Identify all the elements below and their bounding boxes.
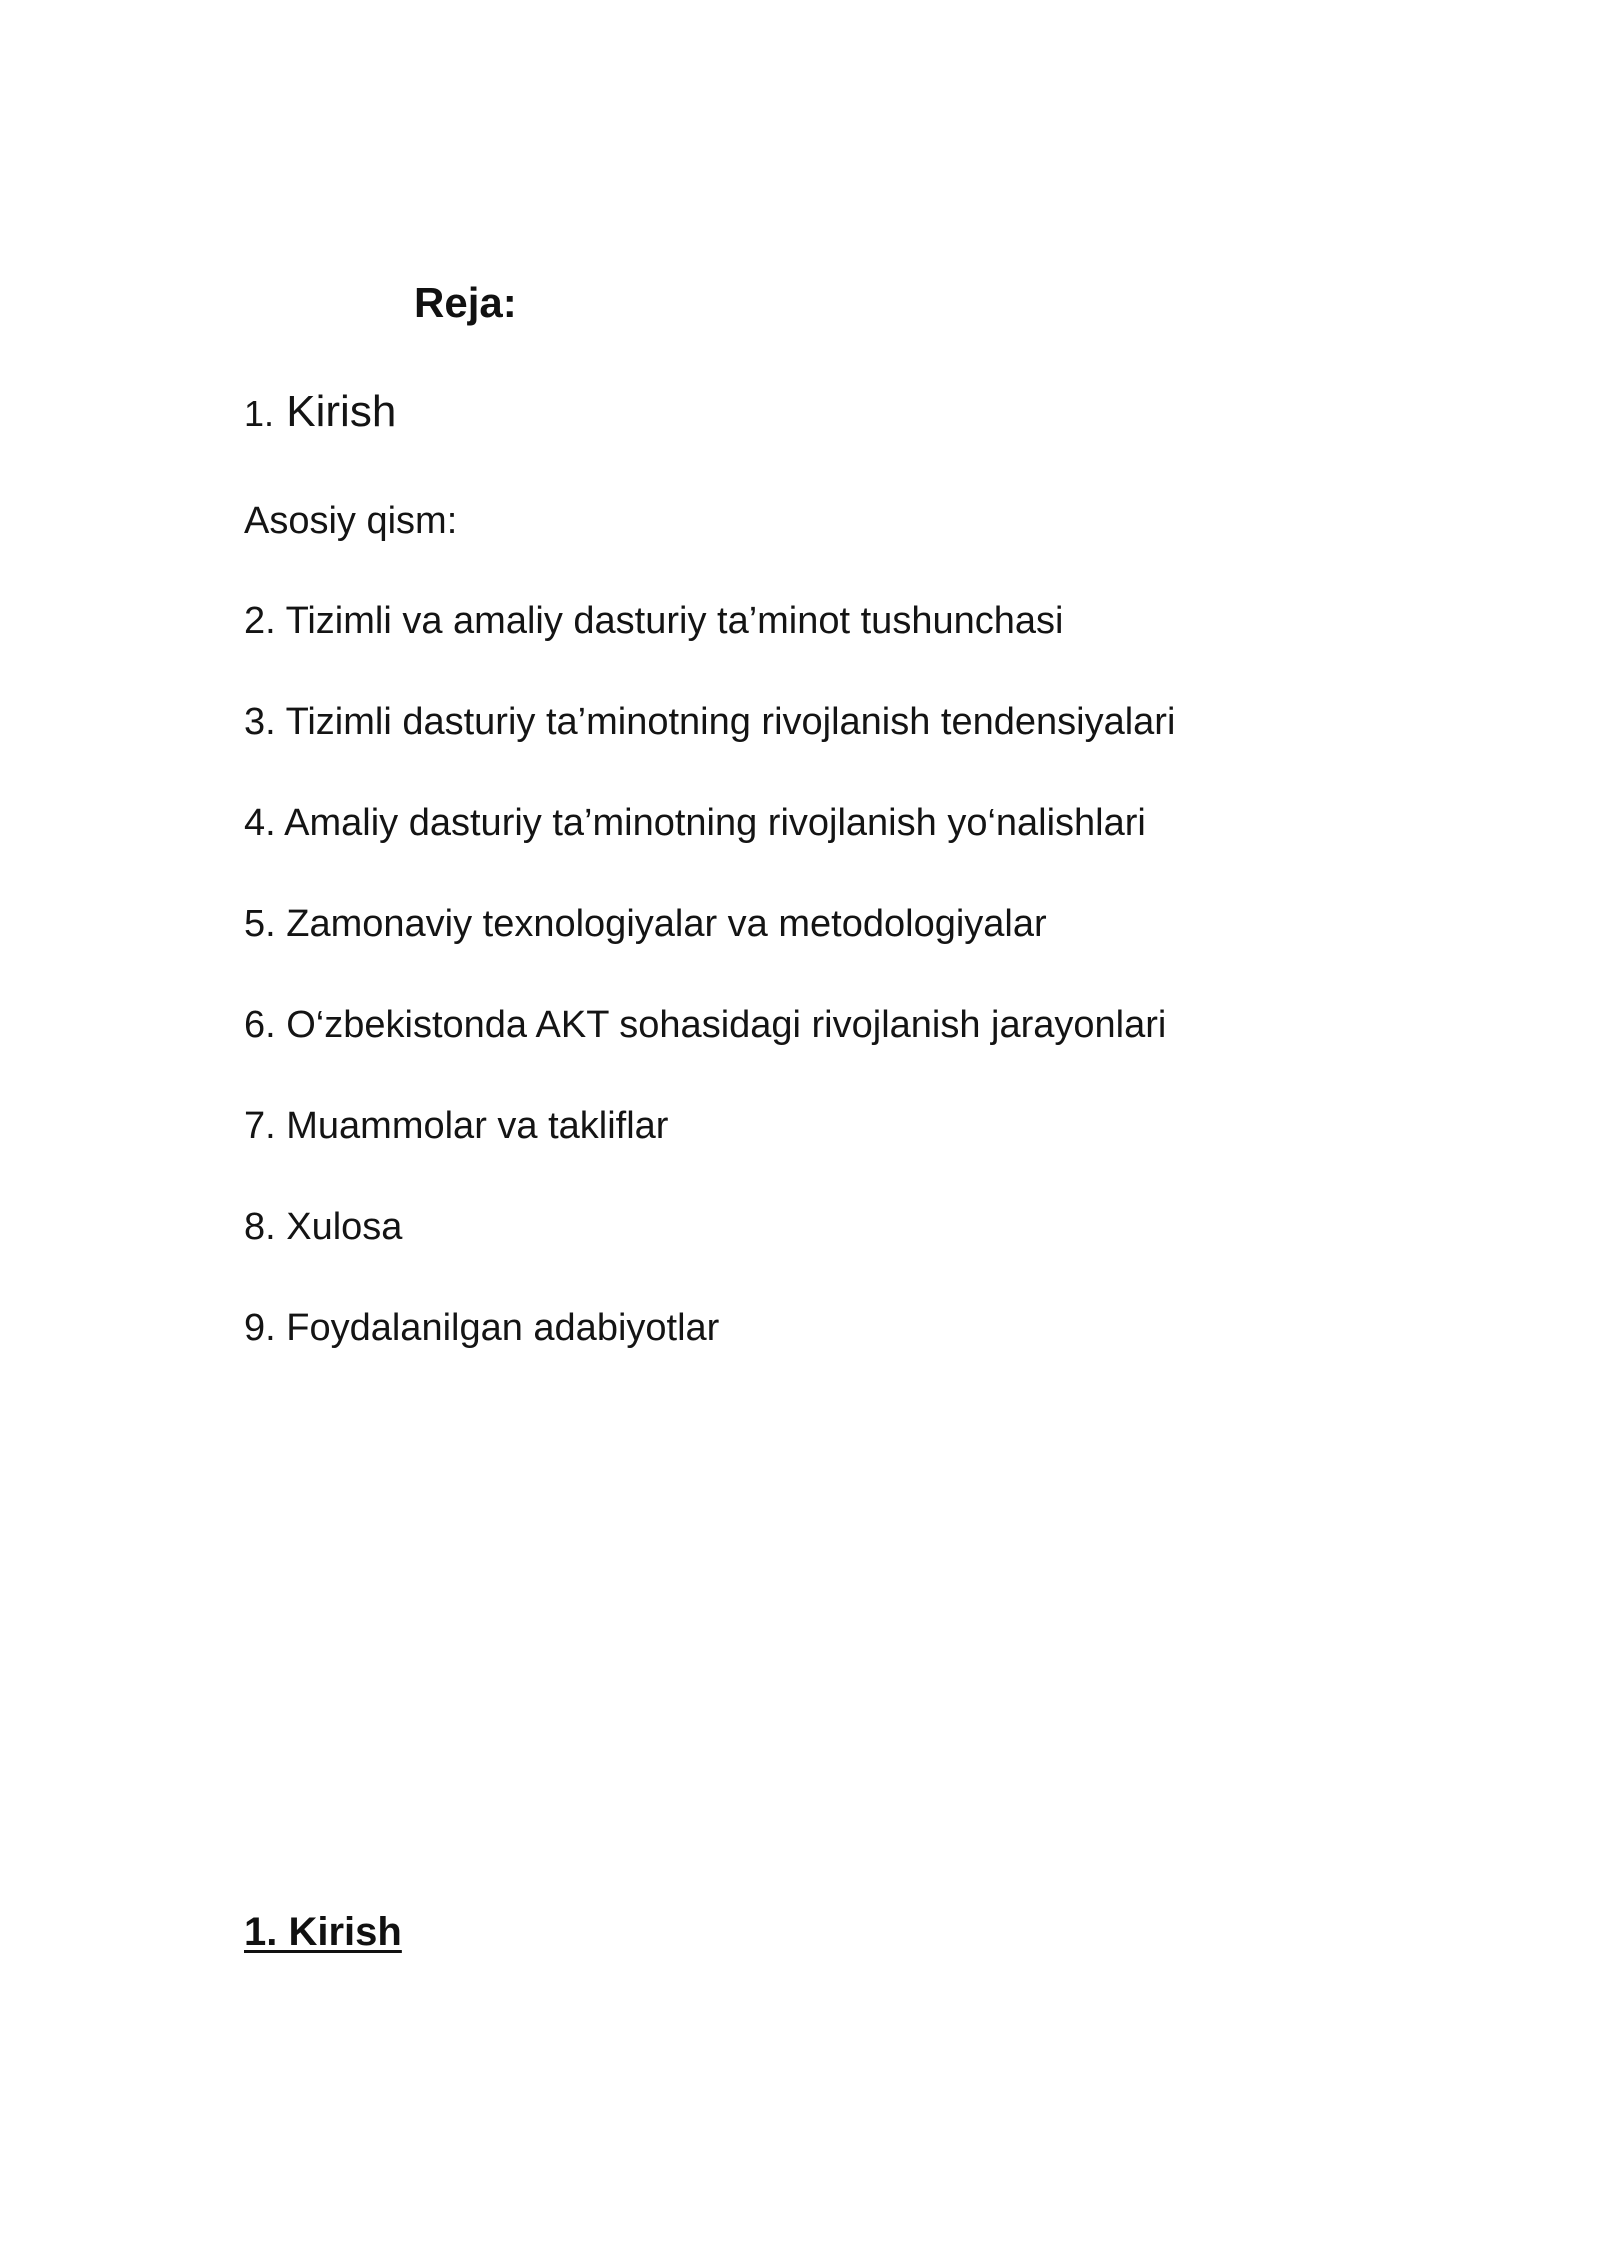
plan-item-1-number: 1. [244, 393, 275, 434]
plan-item-8: 8. Xulosa [244, 1206, 403, 1248]
plan-item-1 [244, 386, 396, 440]
plan-item-5: 5. Zamonaviy texnologiyalar va metodologiyalar [244, 903, 1047, 945]
plan-item-9: 9. Foydalanilgan adabiyotlar [244, 1307, 720, 1349]
main-part-label: Asosiy qism: [244, 500, 458, 542]
plan-item-1-text: Kirish [286, 387, 397, 436]
section-heading-kirish: 1. Kirish [244, 1910, 402, 1954]
plan-item-2: 2. Tizimli va amaliy dasturiy ta’minot tushunchasi [244, 600, 1064, 642]
plan-item-6: 6. O‘zbekistonda AKT sohasidagi rivojlanish jarayonlari [244, 1004, 1167, 1046]
plan-item-4: 4. Amaliy dasturiy ta’minotning rivojlanish yo‘nalishlari [244, 802, 1146, 844]
plan-item-7: 7. Muammolar va takliflar [244, 1105, 669, 1147]
plan-item-3: 3. Tizimli dasturiy ta’minotning rivojlanish tendensiyalari [244, 701, 1176, 743]
plan-title: Reja: [414, 279, 517, 326]
